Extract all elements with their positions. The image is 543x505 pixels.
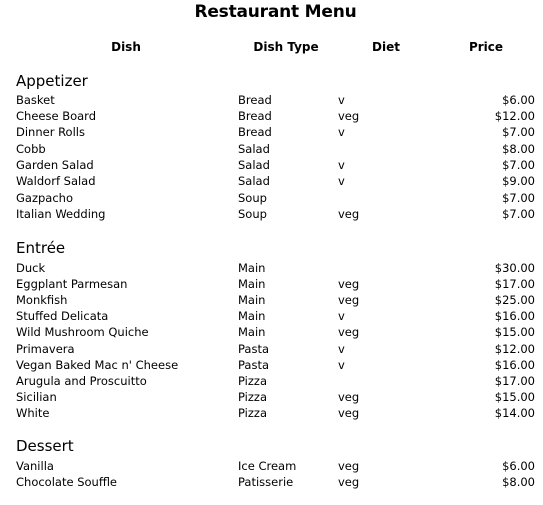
menu-row <box>0 373 543 389</box>
dish-price: $7.00 <box>502 191 535 205</box>
dish-diet: veg <box>338 293 360 307</box>
section-title: Appetizer <box>16 72 88 90</box>
dish-diet: v <box>338 309 345 323</box>
dish-diet: veg <box>338 207 360 221</box>
dish-name: Chocolate Souffle <box>16 475 118 489</box>
menu-row <box>0 141 543 157</box>
menu-row <box>0 124 543 140</box>
dish-type: Soup <box>238 191 267 205</box>
dish-type: Pasta <box>238 358 270 372</box>
dish-price: $7.00 <box>502 158 535 172</box>
dish-type: Bread <box>238 93 272 107</box>
dish-diet: veg <box>338 277 360 291</box>
dish-name: Eggplant Parmesan <box>16 277 128 291</box>
dish-type: Salad <box>238 142 270 156</box>
section-title: Dessert <box>16 437 74 455</box>
dish-name: Monkfish <box>16 293 68 307</box>
dish-price: $16.00 <box>494 309 535 323</box>
dish-price: $12.00 <box>494 342 535 356</box>
dish-name: Primavera <box>16 342 75 356</box>
dish-name: Stuffed Delicata <box>16 309 109 323</box>
dish-price: $12.00 <box>494 109 535 123</box>
dish-type: Salad <box>238 158 270 172</box>
menu-title: Restaurant Menu <box>194 2 357 22</box>
dish-price: $6.00 <box>502 459 535 473</box>
menu-row <box>0 108 543 124</box>
dish-price: $8.00 <box>502 142 535 156</box>
dish-price: $17.00 <box>494 374 535 388</box>
dish-type: Pasta <box>238 342 270 356</box>
dish-diet: v <box>338 358 345 372</box>
dish-name: Duck <box>16 261 46 275</box>
menu-row <box>0 474 543 490</box>
dish-type: Pizza <box>238 406 267 420</box>
menu-row <box>0 190 543 206</box>
dish-type: Bread <box>238 125 272 139</box>
dish-price: $14.00 <box>494 406 535 420</box>
dish-diet: veg <box>338 325 360 339</box>
dish-diet: v <box>338 125 345 139</box>
dish-type: Main <box>238 309 266 323</box>
dish-price: $7.00 <box>502 125 535 139</box>
dish-type: Main <box>238 261 266 275</box>
dish-type: Soup <box>238 207 267 221</box>
dish-price: $15.00 <box>494 390 535 404</box>
dish-type: Ice Cream <box>238 459 297 473</box>
menu-row <box>0 324 543 340</box>
menu-row <box>0 458 543 474</box>
dish-name: Waldorf Salad <box>16 174 96 188</box>
dish-price: $30.00 <box>494 261 535 275</box>
dish-name: Basket <box>16 93 55 107</box>
dish-name: Cheese Board <box>16 109 96 123</box>
column-header-dish-type: Dish Type <box>253 40 319 54</box>
dish-name: White <box>16 406 50 420</box>
dish-name: Wild Mushroom Quiche <box>16 325 149 339</box>
dish-diet: v <box>338 93 345 107</box>
menu-row <box>0 157 543 173</box>
dish-name: Cobb <box>16 142 46 156</box>
dish-type: Bread <box>238 109 272 123</box>
dish-diet: veg <box>338 406 360 420</box>
dish-name: Garden Salad <box>16 158 94 172</box>
dish-type: Pizza <box>238 374 267 388</box>
menu-row <box>0 357 543 373</box>
dish-diet: v <box>338 174 345 188</box>
dish-name: Vegan Baked Mac n' Cheese <box>16 358 179 372</box>
menu-row <box>0 292 543 308</box>
dish-diet: v <box>338 158 345 172</box>
column-header-dish: Dish <box>111 40 141 54</box>
dish-type: Main <box>238 293 266 307</box>
dish-price: $7.00 <box>502 207 535 221</box>
menu-row <box>0 276 543 292</box>
section-title: Entrée <box>16 239 66 257</box>
dish-name: Dinner Rolls <box>16 125 85 139</box>
dish-type: Salad <box>238 174 270 188</box>
column-header-price: Price <box>468 40 504 54</box>
dish-type: Main <box>238 277 266 291</box>
dish-diet: v <box>338 342 345 356</box>
dish-name: Sicilian <box>16 390 57 404</box>
dish-price: $9.00 <box>502 174 535 188</box>
dish-diet: veg <box>338 459 360 473</box>
dish-type: Pizza <box>238 390 267 404</box>
dish-type: Main <box>238 325 266 339</box>
menu-row <box>0 206 543 222</box>
dish-price: $15.00 <box>494 325 535 339</box>
dish-name: Italian Wedding <box>16 207 106 221</box>
dish-name: Arugula and Proscuitto <box>16 374 147 388</box>
dish-price: $6.00 <box>502 93 535 107</box>
menu-row <box>0 341 543 357</box>
dish-price: $16.00 <box>494 358 535 372</box>
dish-price: $25.00 <box>494 293 535 307</box>
dish-price: $8.00 <box>502 475 535 489</box>
menu-row <box>0 308 543 324</box>
menu-row <box>0 405 543 421</box>
dish-name: Vanilla <box>16 459 54 473</box>
dish-name: Gazpacho <box>16 191 73 205</box>
menu-row <box>0 173 543 189</box>
dish-diet: veg <box>338 390 360 404</box>
dish-price: $17.00 <box>494 277 535 291</box>
menu-row <box>0 389 543 405</box>
dish-type: Patisserie <box>238 475 294 489</box>
dish-diet: veg <box>338 475 360 489</box>
column-header-diet: Diet <box>372 40 400 54</box>
menu-row <box>0 260 543 276</box>
dish-diet: veg <box>338 109 360 123</box>
menu-row <box>0 92 543 108</box>
